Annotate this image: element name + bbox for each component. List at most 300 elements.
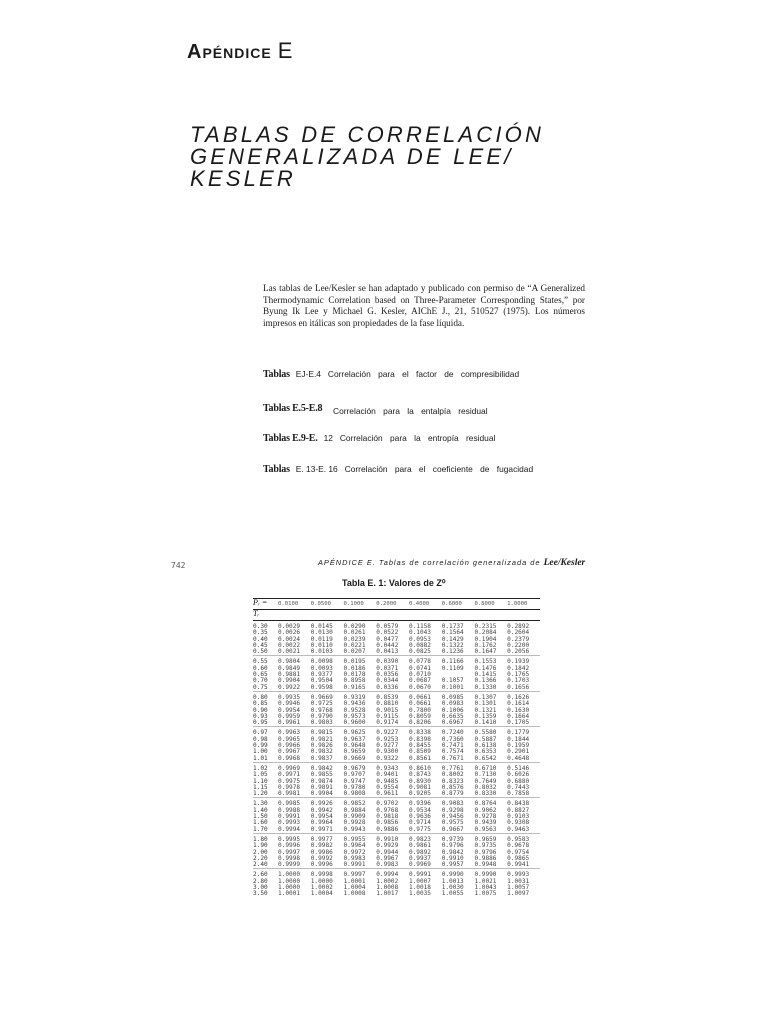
z0-value: 0.0336: [376, 683, 399, 691]
z0-value: 0.0145: [310, 623, 333, 630]
z0-value: 0.1844: [507, 735, 530, 743]
z0-value: 0.9747: [343, 777, 366, 785]
z0-value: 0.9993: [278, 819, 301, 827]
z0-value: 0.9573: [343, 712, 366, 720]
z0-value: 0.9278: [474, 813, 497, 821]
z0-value: 0.9600: [343, 719, 366, 727]
z0-value: 0.9725: [310, 700, 333, 708]
z0-value: 0.7240: [442, 727, 475, 737]
z0-value: 0.1321: [474, 706, 497, 714]
tr-value: 0.98: [253, 735, 268, 743]
z0-value: 0.1939: [507, 656, 540, 666]
z0-value: 0.9563: [474, 825, 497, 833]
z0-value: 0.9964: [343, 842, 366, 850]
z0-value: 0.1614: [507, 700, 530, 708]
z0-value: 0.8455: [408, 742, 431, 750]
z0-value: 1.0017: [376, 890, 399, 898]
z0-value: 0.7130: [474, 771, 497, 779]
toc-lead: Tablas: [263, 369, 290, 380]
toc-desc: Correlación para el factor de compresibilidad: [327, 369, 520, 379]
z0-value: 1.0043: [474, 883, 497, 891]
z0-value: 0.9554: [376, 783, 399, 791]
z0-value: 0.9081: [408, 783, 431, 791]
pr-value: 0.1000: [344, 599, 377, 610]
tr-value: 0.99: [253, 742, 268, 750]
z0-value: 0.0477: [376, 635, 399, 643]
z0-value: 0.9528: [343, 706, 366, 714]
z0-value: 0.9754: [507, 848, 530, 856]
z0-value: 0.9205: [408, 790, 431, 798]
title-line-1: TABLAS DE CORRELACIÓN: [190, 122, 545, 147]
z0-value: 0.5146: [507, 762, 540, 772]
z0-value: 0.8610: [409, 762, 442, 772]
z0-value: 0.0661: [408, 700, 431, 708]
z0-value: 0.1703: [507, 677, 530, 685]
z0-value: 0.9886: [474, 854, 497, 862]
tr-value: 2.20: [253, 854, 268, 862]
z0-value: 0.1842: [507, 664, 530, 672]
tr-value: 0.93: [253, 712, 268, 720]
tr-symbol: Tᵣ: [253, 609, 260, 619]
z0-value: 1.0035: [408, 890, 431, 898]
toc-entry: [263, 433, 603, 444]
pr-value: 1.0000: [507, 599, 540, 610]
z0-value: 0.9796: [441, 842, 464, 850]
tr-value: 0.85: [253, 700, 268, 708]
z0-value: 0.9948: [474, 861, 497, 869]
z0-value: 1.0021: [474, 877, 497, 885]
z0-value: 1.0018: [408, 883, 431, 891]
z0-value: 0.9842: [311, 762, 344, 772]
tr-value: 0.40: [253, 635, 268, 643]
z0-value: 0.9943: [343, 825, 366, 833]
pr-value: 0.6000: [442, 599, 475, 610]
z0-value: 0.2315: [474, 623, 497, 630]
z0-value: 0.9995: [278, 833, 311, 843]
z0-value: 0.1109: [441, 664, 464, 672]
z0-value: 0.7443: [507, 783, 530, 791]
z0-value: 0.1656: [507, 683, 530, 691]
z0-value: 1.0002: [376, 877, 399, 885]
z0-value: 0.9892: [408, 848, 431, 856]
toc-desc: Correlación para la entropía residual: [339, 433, 496, 443]
z0-value: 0.0825: [408, 648, 431, 656]
z0-value: 0.0110: [310, 641, 333, 649]
tr-header-spacer: [278, 610, 540, 621]
z0-value: 0.0522: [376, 629, 399, 637]
z0-value: 1.0013: [441, 877, 464, 885]
z0-value: 0.1429: [441, 635, 464, 643]
z0-value: 0.9103: [507, 813, 530, 821]
z0-value: 0.9796: [474, 848, 497, 856]
z0-value: 0.9999: [278, 861, 301, 869]
table-title: Tabla E. 1: Valores de Z⁰: [342, 578, 446, 588]
z0-value: 0.1307: [474, 691, 507, 701]
z0-value: 0.9815: [311, 727, 344, 737]
z0-value: 0.0029: [278, 623, 301, 630]
z0-value: 0.9625: [344, 727, 377, 737]
tr-value: 0.90: [253, 706, 268, 714]
z0-value: 1.0000: [310, 877, 333, 885]
z0-value: 0.8323: [441, 777, 464, 785]
z0-value: 0.0882: [408, 641, 431, 649]
tr-value: 1.40: [253, 806, 268, 814]
z0-value: 0.7574: [441, 748, 464, 756]
z0-value: 0.2379: [507, 635, 530, 643]
tr-value: 0.80: [253, 691, 278, 701]
tr-value: 0.75: [253, 683, 268, 691]
tr-value: 1.20: [253, 790, 268, 798]
tr-value: 0.95: [253, 719, 268, 727]
z0-value: 0.9886: [376, 825, 399, 833]
z0-value: 0.1366: [474, 677, 497, 685]
z0-value: 0.9855: [310, 771, 333, 779]
z0-value: 0.2901: [507, 748, 530, 756]
toc-entry: [263, 403, 603, 414]
z0-value: 1.0004: [310, 890, 333, 898]
z0-value: 0.9969: [278, 762, 311, 772]
tr-label: [253, 610, 278, 621]
z0-value: 0.9702: [376, 798, 409, 808]
z0-value: 0.8810: [376, 700, 399, 708]
z0-value: 1.0000: [278, 883, 301, 891]
z0-value: 0.9648: [343, 742, 366, 750]
z0-value: 0.9971: [278, 771, 301, 779]
pr-value: 0.8000: [474, 599, 507, 610]
z0-value: 0.1664: [507, 712, 530, 720]
running-head-name: Lee/Kesler: [543, 558, 586, 568]
z0-value: 0.9818: [376, 813, 399, 821]
z0-value: 0.6353: [474, 748, 497, 756]
z0-value: 0.9659: [343, 748, 366, 756]
z0-value: 0.8002: [441, 771, 464, 779]
tr-value: 0.65: [253, 671, 268, 679]
z0-value: 0.9669: [311, 691, 344, 701]
z0-value: 0.9659: [474, 833, 507, 843]
table-body: [253, 621, 540, 898]
z0-value: 0.0186: [343, 664, 366, 672]
z0-value: 0.9969: [408, 861, 431, 869]
z0-value: 0.9884: [343, 806, 366, 814]
z0-value: 0.9991: [409, 869, 442, 879]
z0-value: 0.1006: [441, 706, 464, 714]
z0-value: 0.9967: [376, 854, 399, 862]
z0-value: 0.9977: [311, 833, 344, 843]
z0-value: 1.0031: [507, 877, 530, 885]
tr-value: 3.50: [253, 890, 268, 898]
z0-value: 0.1330: [474, 683, 497, 691]
table-row: [253, 862, 540, 869]
z0-value: 0.8764: [474, 798, 507, 808]
z0-value: 0.0021: [278, 648, 301, 656]
z0-value: 0.9808: [343, 790, 366, 798]
z0-value: 0.0390: [376, 656, 409, 666]
z0-value: 0.9015: [376, 706, 399, 714]
z0-value: 0.1415: [474, 671, 497, 679]
tr-value: 0.60: [253, 664, 268, 672]
z0-value: 0.9856: [376, 819, 399, 827]
z0-value: 0.9300: [376, 748, 399, 756]
tr-value: 0.50: [253, 648, 268, 656]
z0-value: 0.6710: [474, 762, 507, 772]
z0-value: 0.9837: [310, 754, 333, 762]
z0-value: 0.1765: [507, 671, 530, 679]
z0-value: 0.9714: [408, 819, 431, 827]
z0-value: 0.9954: [310, 813, 333, 821]
page-title: [190, 124, 610, 190]
z0-value: 0.1762: [474, 641, 497, 649]
z0-value: 0.9062: [474, 806, 497, 814]
z0-value: 0.0344: [376, 677, 399, 685]
z0-value: 0.9456: [441, 813, 464, 821]
tr-value: 0.45: [253, 641, 268, 649]
z0-value: 0.1057: [441, 677, 464, 685]
z0-value: 0.9929: [376, 842, 399, 850]
z0-value: 0.8206: [408, 719, 431, 727]
z0-value: 0.7671: [441, 754, 464, 762]
z0-value: 0.9768: [310, 706, 333, 714]
z0-value: 0.9165: [343, 683, 366, 691]
z0-value: 1.0002: [310, 883, 333, 891]
z0-value: 0.9826: [310, 742, 333, 750]
z0-value: 0.9679: [344, 762, 377, 772]
z0-value: 0.0670: [408, 683, 431, 691]
z0-value: 0.9669: [343, 754, 366, 762]
z0-value: 0.9988: [278, 806, 301, 814]
z0-value: 0.9992: [310, 854, 333, 862]
z0-value: 0.9937: [408, 854, 431, 862]
tr-value: 2.60: [253, 869, 278, 879]
z0-value: 0.9909: [343, 813, 366, 821]
z0-value: 0.9985: [278, 798, 311, 808]
z0-value: 0.1553: [474, 656, 507, 666]
z0-value: 1.0001: [343, 877, 366, 885]
z0-value: 1.0030: [441, 883, 464, 891]
z0-value: 0.9994: [278, 825, 301, 833]
z0-value: 0.1626: [507, 691, 540, 701]
second-page: [0, 545, 768, 1024]
z0-value: 0.9803: [310, 719, 333, 727]
toc-entry: [263, 369, 603, 380]
z0-value: 0.9954: [278, 706, 301, 714]
z0-value: 0.9174: [376, 719, 399, 727]
z0-value: 0.9804: [278, 656, 311, 666]
z0-value: 1.0001: [278, 890, 301, 898]
tr-value: 1.80: [253, 833, 278, 843]
z0-value: 0.0741: [408, 664, 431, 672]
z0-value: 0.6542: [474, 754, 497, 762]
z0-value: 0.8576: [441, 783, 464, 791]
toc-lead: Tablas E.5-E.8: [263, 403, 323, 414]
z0-value: 0.9322: [376, 754, 399, 762]
tr-value: 1.50: [253, 813, 268, 821]
z0-value: 0.9396: [409, 798, 442, 808]
z0-value: 0.0130: [310, 629, 333, 637]
tr-value: 1.70: [253, 825, 268, 833]
z0-value: 0.2056: [507, 648, 530, 656]
tr-value: 1.60: [253, 819, 268, 827]
z0-value: 0.6635: [441, 712, 464, 720]
table-row: [253, 720, 540, 727]
z0-value: 0.9865: [507, 854, 530, 862]
tr-value: 2.40: [253, 861, 268, 869]
toc-desc: Correlación para el coeficiente de fugacidad: [344, 464, 534, 474]
z0-value: 0.0239: [343, 635, 366, 643]
z0-value: 0.2604: [507, 629, 530, 637]
z0-value: 0.0098: [311, 656, 344, 666]
z0-value: 0.9983: [343, 854, 366, 862]
z0-value: 0.0290: [343, 623, 366, 630]
z0-value: 0.0710: [408, 671, 431, 679]
z0-value: 0.9439: [474, 819, 497, 827]
toc-desc: Correlación para la entalpía residual: [333, 406, 488, 416]
z0-value: 0.9861: [408, 842, 431, 850]
z0-value: 0.0579: [376, 623, 399, 630]
tr-value: 1.00: [253, 748, 268, 756]
z0-value: 0.8827: [507, 806, 530, 814]
z0-value: 0.9928: [343, 819, 366, 827]
z0-value: 0.9983: [376, 861, 399, 869]
z0-value: 0.9963: [278, 727, 311, 737]
tr-value: 2.00: [253, 848, 268, 856]
z0-value: 1.0000: [278, 869, 311, 879]
z0-value: 0.8539: [376, 691, 409, 701]
pr-value: 0.0100: [278, 599, 311, 610]
pr-value: 0.0500: [311, 599, 344, 610]
running-head-text: APÉNDICE E. Tablas de correlación generalizada de: [318, 558, 541, 567]
z0-value: 0.9944: [376, 848, 399, 856]
z0-value: 0.0103: [310, 648, 333, 656]
tr-value: 3.00: [253, 883, 268, 891]
z0-value: 0.1043: [408, 629, 431, 637]
table-row: [253, 649, 540, 656]
z0-value: 0.1647: [474, 648, 497, 656]
z0-value: 0.8032: [474, 783, 497, 791]
z0-value: 0.5887: [474, 735, 497, 743]
z0-value: 0.9941: [507, 861, 530, 869]
z0-value: 0.9735: [474, 842, 497, 850]
z0-value: 0.9972: [343, 848, 366, 856]
z0-value: 0.9852: [344, 798, 377, 808]
table-row: [253, 827, 540, 834]
z0-value: 0.6138: [474, 742, 497, 750]
table-row: [253, 791, 540, 798]
tr-header-row: [253, 610, 540, 621]
z0-value: 0.9463: [507, 825, 530, 833]
z0-value: 0.9083: [442, 798, 475, 808]
z0-value: 0.9942: [310, 806, 333, 814]
z0-value: 0.9991: [343, 861, 366, 869]
table-row: [253, 756, 540, 763]
z0-value: 0.8398: [408, 735, 431, 743]
table-row: [253, 891, 540, 897]
pr-symbol: Pᵣ =: [253, 598, 268, 608]
z0-value: 0.9891: [310, 783, 333, 791]
z0-value: 0.1359: [474, 712, 497, 720]
z0-value: 0.0413: [376, 648, 399, 656]
z0-value: 1.0057: [507, 883, 530, 891]
z0-value: 0.8438: [507, 798, 540, 808]
z0-value: 0.1410: [474, 719, 497, 727]
toc-range: 12: [323, 433, 333, 443]
z0-value: 0.9832: [310, 748, 333, 756]
z0-value: 0.0778: [409, 656, 442, 666]
z0-value: 0.9790: [310, 712, 333, 720]
tr-value: 2.80: [253, 877, 268, 885]
z0-value: 0.9996: [278, 842, 301, 850]
pr-header-row: [253, 599, 540, 610]
title-line-2: GENERALIZADA DE LEE/: [190, 144, 514, 169]
z0-value: 0.9598: [310, 683, 333, 691]
z0-value: 0.4648: [507, 754, 530, 762]
z0-value: 0.9998: [311, 869, 344, 879]
z0-value: 0.1236: [441, 648, 464, 656]
z0-value: 0.1301: [474, 700, 497, 708]
z0-value: 0.0207: [343, 648, 366, 656]
z0-value: 0.9926: [311, 798, 344, 808]
z0-value: 0.9849: [278, 664, 301, 672]
z0-value: 0.9971: [310, 825, 333, 833]
toc-entry: [263, 464, 603, 475]
z0-value: 0.0953: [408, 635, 431, 643]
z0-value: 1.0075: [474, 890, 497, 898]
z0-value: 0.9994: [376, 869, 409, 879]
z0-value: 0.0687: [408, 677, 431, 685]
tr-value: 1.05: [253, 771, 268, 779]
intro-paragraph: [263, 283, 585, 329]
z0-value: 0.9504: [310, 677, 333, 685]
z0-value: 0.6026: [507, 771, 530, 779]
z0-value: 0.9637: [343, 735, 366, 743]
z0-value: 0.9485: [376, 777, 399, 785]
z0-value: 0.9227: [376, 727, 409, 737]
z0-value: 0.9881: [278, 671, 301, 679]
z0-value: 0.1476: [474, 664, 497, 672]
chapter-label: Apéndice: [187, 41, 272, 63]
z0-value: 0.5580: [474, 727, 507, 737]
tr-value: 1.90: [253, 842, 268, 850]
z0-value: 0.6967: [441, 719, 464, 727]
z0-value: 0.9823: [409, 833, 442, 843]
z0-value: 0.9922: [278, 683, 301, 691]
z0-value: 0.9874: [310, 777, 333, 785]
z0-value: 0.9575: [441, 819, 464, 827]
toc-lead: Tablas E.9-E.: [263, 433, 318, 444]
z0-value: 0.9842: [441, 848, 464, 856]
toc-lead: Tablas: [263, 464, 290, 475]
z0-value: 0.1779: [507, 727, 540, 737]
z0-value: 0.7858: [507, 790, 530, 798]
z0-value: 0.9910: [441, 854, 464, 862]
z0-value: 0.9780: [343, 783, 366, 791]
tr-value: 0.55: [253, 656, 278, 666]
z0-value: 0.9946: [278, 700, 301, 708]
tr-value: 0.35: [253, 629, 268, 637]
z0-value: 0.9904: [310, 790, 333, 798]
z0-value: 0.9768: [376, 806, 399, 814]
z0-value: 0.9707: [343, 771, 366, 779]
z0-value: 0.9910: [376, 833, 409, 843]
z0-value: 0.1166: [442, 656, 475, 666]
z0-value: 0.8930: [408, 777, 431, 785]
z0-value: 0.9319: [344, 691, 377, 701]
z0-value: 0.9636: [408, 813, 431, 821]
z0-value: 0.9975: [278, 777, 301, 785]
z0-value: 0.9678: [507, 842, 530, 850]
z0-value: 0.2892: [507, 623, 530, 630]
z0-value: 0.9253: [376, 735, 399, 743]
z0-value: 0.9998: [278, 854, 301, 862]
